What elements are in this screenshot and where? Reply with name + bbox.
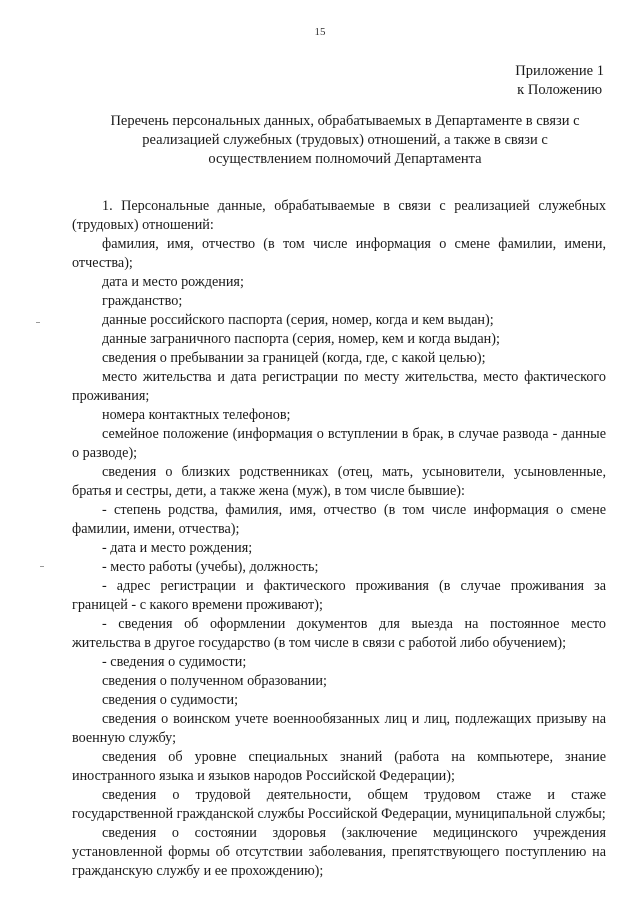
- title-line-1: Перечень персональных данных, обрабатываемых в Департаменте в связи с: [110, 113, 580, 129]
- list-item: данные российского паспорта (серия, номер, когда и кем выдан);: [102, 312, 494, 328]
- page-number: 15: [314, 26, 326, 38]
- appendix-line-1: Приложение 1: [515, 63, 604, 79]
- list-item: сведения о воинском учете военнообязанных лиц и лиц, подлежащих призыву на военную службу;: [72, 711, 606, 746]
- list-item: семейное положение (информация о вступлении в брак, в случае развода - данные о разводе);: [72, 426, 606, 461]
- sub-list-item: - сведения о судимости;: [102, 654, 247, 670]
- scan-artifact: [40, 566, 44, 567]
- sub-list-item: - дата и место рождения;: [102, 540, 253, 556]
- list-item: фамилия, имя, отчество (в том числе информация о смене фамилии, имени, отчества);: [72, 236, 606, 271]
- document-title: [70, 112, 620, 169]
- list-item: данные заграничного паспорта (серия, номер, кем и когда выдан);: [102, 331, 500, 347]
- list-item: место жительства и дата регистрации по месту жительства, место фактического проживания;: [72, 369, 606, 404]
- list-item: сведения об уровне специальных знаний (работа на компьютере, знание иностранного языка и языков народов Российской Федерации);: [72, 749, 606, 784]
- sub-list-item: - место работы (учебы), должность;: [102, 559, 319, 575]
- sub-list-item: - сведения об оформлении документов для выезда на постоянное место жительства в другое государство (в том числе в связи с работой либо обучением);: [72, 616, 606, 651]
- list-item: номера контактных телефонов;: [102, 407, 291, 423]
- list-item: сведения о пребывании за границей (когда, где, с какой целью);: [102, 350, 486, 366]
- list-item: гражданство;: [102, 293, 183, 309]
- list-item: дата и место рождения;: [102, 274, 244, 290]
- document-body: [72, 197, 606, 881]
- title-line-3: осуществлением полномочий Департамента: [208, 151, 482, 167]
- title-line-2: реализацией служебных (трудовых) отношений, а также в связи с: [142, 132, 548, 148]
- list-item: сведения о полученном образовании;: [102, 673, 327, 689]
- list-item: сведения о трудовой деятельности, общем трудовом стаже и стаже государственной гражданской службы Российской Федерации, муниципальной службы;: [72, 787, 606, 822]
- sub-list-item: - адрес регистрации и фактического проживания (в случае проживания за границей - с какого времени проживают);: [72, 578, 606, 613]
- list-item: сведения о близких родственниках (отец, мать, усыновители, усыновленные, братья и сестры, дети, а также жена (муж), в том числе бывшие):: [72, 464, 606, 499]
- section-heading: 1. Персональные данные, обрабатываемые в связи с реализацией служебных (трудовых) отношений:: [72, 198, 606, 233]
- scan-artifact: [36, 322, 40, 323]
- appendix-reference: [515, 62, 604, 100]
- sub-list-item: - степень родства, фамилия, имя, отчество (в том числе информация о смене фамилии, имени, отчества);: [72, 502, 606, 537]
- list-item: сведения о судимости;: [102, 692, 239, 708]
- appendix-line-2: к Положению: [517, 82, 603, 98]
- list-item: сведения о состоянии здоровья (заключение медицинского учреждения установленной формы об отсутствии заболевания, препятствующего поступлению на гражданскую службу и ее прохождению);: [72, 825, 606, 879]
